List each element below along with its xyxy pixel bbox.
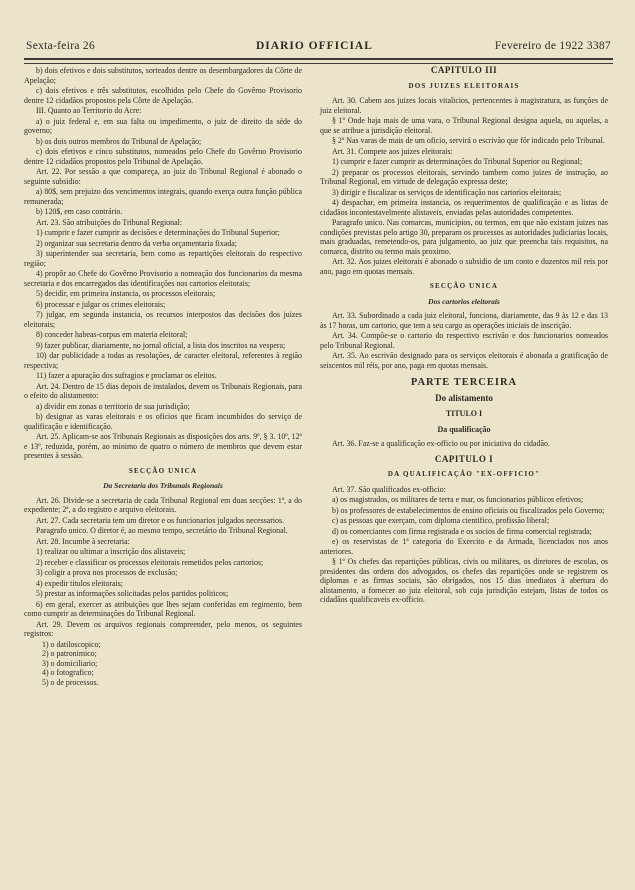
paragraph: 3) dirigir e fiscalizar os serviços de identificação nos cartorios eleitorais; (332, 187, 562, 197)
chapter-subheading: DA QUALIFICAÇÃO "EX-OFFICIO" (387, 470, 541, 478)
header-date-page: Fevereiro de 1922 3387 (494, 40, 611, 52)
title-heading: TITULO I (445, 409, 483, 418)
paragraph: 3) superintender sua secretaria, bem como as repartições eleitorais do respectivo região; (24, 249, 302, 268)
part-heading: PARTE TERCEIRA (410, 377, 518, 388)
paragraph: 1) cumprir e fazer cumprir as decisões e determinações do Tribunal Superior; (36, 228, 280, 237)
paragraph: 4) despachar, em primeira instancia, os requerimentos de qualificação e as listas de cidadãos incontestavelmente alistaveis, enviadas pelas autoridades competentes. (320, 198, 608, 217)
paragraph: e) os reservistas de 1ª categoria do Exercito e da Armada, licenciados nos anos anteriores. (320, 537, 608, 556)
paragraph: 5) prestar as informações solicitadas pelos partidos politicos; (36, 589, 229, 598)
section-heading: SECÇÃO UNICA (429, 282, 499, 290)
header-rule (24, 58, 613, 64)
paragraph: 5) decidir, em primeira instancia, os processos eleitorais; (36, 289, 216, 298)
section-subheading: Da Secretaria dos Tribunais Regionais (103, 481, 223, 490)
paragraph: b) 120$, em caso contrário. (36, 207, 123, 216)
paragraph: Art. 24. Dentro de 15 dias depois de instalados, devem os Tribunais Regionais, para o efeito do alistamento: (24, 381, 302, 400)
paragraph: d) os comerciantes com firma registrada e os socios de firma comercial registrada; (332, 526, 592, 536)
paragraph: Art. 30. Cabem aos juizes locais vitalicios, pertencentes à magistratura, as funções de juiz eleitoral. (320, 96, 608, 115)
paragraph: Paragrafo unico. Nas comarcas, municipios, ou termos, em que não existam juizes nas condições previstas pelo artigo 30, prepararn os processos as autoridades judiciarias locais, mais graduadas, remetendo-os, para julgamento, ao juiz que preencha tais requisitos, na comarca, distrito ou termo mais proximo. (320, 218, 608, 256)
paragraph: 1) cumprir e fazer cumprir as determinações do Tribunal Superior ou Regional; (332, 157, 583, 166)
paragraph: Art. 31. Compete aos juizes eleitorais: (332, 146, 453, 156)
paragraph: a) dividir em zonas o territorio de sua jurisdição; (36, 401, 190, 411)
list-item: 1) o datiloscopico; (42, 639, 101, 649)
paragraph: § 1º Onde haja mais de uma vara, o Tribunal Regional designa aquela, ou aquelas, a que se atribue a jurisdição eleitoral. (320, 116, 608, 135)
paragraph: Paragrafo unico. O diretor é, ao mesmo tempo, secretário do Tribunal Regional. (36, 526, 288, 535)
paragraph: Art. 22. Por sessão a que compareça, ao juiz do Tribunal Regional é abonado o seguinte subsidio: (24, 167, 302, 186)
list-item: 4) o fotografico; (42, 668, 94, 677)
paragraph: b) os dois outros membros do Tribunal de Apelação; (36, 136, 202, 146)
section-heading: SECÇÃO UNICA (128, 466, 198, 475)
paragraph: III. Quanto ao Territorio do Acre: (36, 106, 142, 115)
list-item: 2) o patronimico; (42, 649, 97, 658)
paragraph: Art. 26. Divide-se a secretaria de cada Tribunal Regional em duas secções: 1ª, a do expediente; 2ª, a do registro e arquivo eleitorais. (24, 495, 302, 514)
section-subheading: Dos cartorios eleitorais (428, 296, 500, 306)
paragraph: b) dois efetivos e dois substitutos, sorteados dentre os desembargadores da Côrte de Apelação; (24, 66, 302, 85)
header-title: DIARIO OFFICIAL (256, 40, 373, 52)
paragraph: 6) processar e julgar os crimes eleitorais; (36, 299, 166, 309)
paragraph: c) dois efetivos e três substitutos, escolhidos pelo Chefe do Govêrno Provisorio dentre 12 cidadãos propostos pela Côrte de Apelação. (24, 86, 302, 105)
paragraph: § 1º Os chefes das repartições públicas, civis ou militares, os diretores de escolas, os presidentes das ordens dos advogados, os chefes das repartições onde se registrem os diplomas e as firmas sociais, são obrigados, nos 15 dias imediatos à abertura do alistamento, a fornecer ao juiz eleitoral, sob cuja jurisdição estejam, listas de todos os cidadãos qualificaveis ex-officio. (320, 557, 608, 604)
paragraph: Art. 25. Aplicam-se aos Tribunais Regionais as disposições dos arts. 9º, § 3. 10º, 12º e 13º, reduzida, porém, ao minimo de quatro o número de membros que devem estar presentes à sessão. (24, 432, 302, 460)
paragraph: 3) coligir a prova nos processos de exclusão; (36, 568, 178, 577)
paragraph: Art. 36. Faz-se a qualificação ex-officio ou por iniciativa do cidadão. (332, 439, 550, 448)
paragraph: a) os magistrados, os militares de terra e mar, os funcionarios públicos efetivos; (332, 495, 584, 504)
paragraph: 10) dar publicidade a todas as resoluções, de caracter eleitoral, referentes à região respectiva; (24, 351, 302, 370)
list-item: 3) o domiciliario; (42, 658, 98, 668)
paragraph: 9) fazer publicar, diariamente, no jornal oficial, a lista dos inscritos na vespera; (36, 340, 286, 350)
paragraph: Art. 28. Incumbe à secretaria: (36, 536, 130, 546)
paragraph: 2) organizar sua secretaria dentro da verba orçamentaria fixada; (36, 238, 237, 248)
header-day: Sexta-feira 26 (26, 40, 96, 52)
paragraph: Art. 34. Compõe-se o cartorio do respectivo escrivão e dos funcionarios nomeados pelo Tribunal Regional. (320, 331, 608, 350)
paragraph: 8) conceder habeas-corpus em materia eleitoral; (36, 330, 188, 339)
paragraph: Art. 35. Ao escrivão designado para os serviços eleitorais é abonada a gratificação de seiscentos mil réis, por ano, paga em quotas mensais. (320, 351, 608, 370)
chapter-subheading: DOS JUIZES ELEITORAIS (408, 81, 520, 90)
paragraph: Art. 33. Subordinado a cada juiz eleitoral, funciona, diariamente, das 9 às 12 e das 13 às 17 horas, um cartorio, que tem a seu cargo as operações iniciais de inscrição. (320, 311, 608, 330)
chapter-heading: CAPITULO I (434, 453, 494, 464)
paragraph: c) dois efetivos e cinco substitutos, nomeados pelo Chefe do Govêrno Provisorio dentre 12 cidadãos propostos pelo Tribunal de Apelação. (24, 147, 302, 166)
page-header (22, 40, 613, 56)
title-subheading: Da qualificação (437, 424, 491, 434)
paragraph: a) 80$, sem prejuizo dos vencimentos integrais, quando exerça outra função pública remunerada; (24, 187, 302, 206)
paragraph: 6) em geral, exercer as atribuições que lhes sejam conferidas em regimento, bem como cumprir as determinações do Tribunal Regional. (24, 599, 302, 618)
paragraph: Art. 23. São atribuições do Tribunal Regional: (36, 217, 182, 227)
paragraph: Art. 29. Devem os arquivos regionais compreender, pelo menos, os seguintes registros: (24, 619, 302, 638)
part-subheading: Do alistamento (435, 392, 493, 403)
paragraph: Art. 27. Cada secretaria tem um diretor e os funcionarios julgados necessarios. (36, 515, 285, 525)
paragraph: § 2º Nas varas de mais de um oficio, servirá o escrivão que fôr indicado pelo Tribunal. (332, 136, 605, 145)
left-column (24, 66, 302, 687)
paragraph: Art. 37. São qualificados ex-officio: (332, 484, 446, 494)
paragraph: b) os professores de estabelecimentos de ensino oficiais ou fiscalizados pelo Governo; (332, 505, 605, 515)
paragraph: 2) preparar os processos eleitorais, servindo tambem como juizes de instrução, ao Tribunal Regional, em virtude de delegação expressa deste; (320, 167, 608, 186)
paragraph: 1) realizar ou ultimar a inscrição dos alistaveis; (36, 547, 186, 556)
paragraph: c) as pessoas que exerçam, com diploma cientifico, profissão liberal; (332, 516, 550, 525)
paragraph: 4) expedir titulos eleitorais; (36, 578, 123, 588)
paragraph: b) designar as varas eleitorais e os oficios que ficam incumbidos do serviço de qualificação e identificação. (24, 412, 302, 431)
right-column (320, 66, 608, 606)
list-item: 5) o de processos. (42, 677, 99, 687)
paragraph: 2) receber e classificar os processos eleitorais remetidos pelos cartorios; (36, 557, 264, 567)
paragraph: 7) julgar, em segunda instancia, os recursos interpostos das decisões dos juizes eleitorais; (24, 310, 302, 329)
paragraph: 11) fazer a apuração dos sufragios e proclamar os eleitos. (36, 371, 217, 380)
paragraph: Art. 32. Aos juizes eleitorais é abonado o subsidio de um conto e duzentos mil reis por ano, pago em quotas mensais. (320, 257, 608, 276)
paragraph: 4) propôr ao Chefe do Govêrno Provisorio a nomeação dos funcionarios da mesma secretaria e dos encarregados das identificações nos cartorios eleitorais; (24, 269, 302, 288)
chapter-heading: CAPITULO III (430, 65, 498, 75)
paragraph: a) o juiz federal e, em sua falta ou impedimento, o juiz de direito da séde do governo; (24, 116, 302, 135)
